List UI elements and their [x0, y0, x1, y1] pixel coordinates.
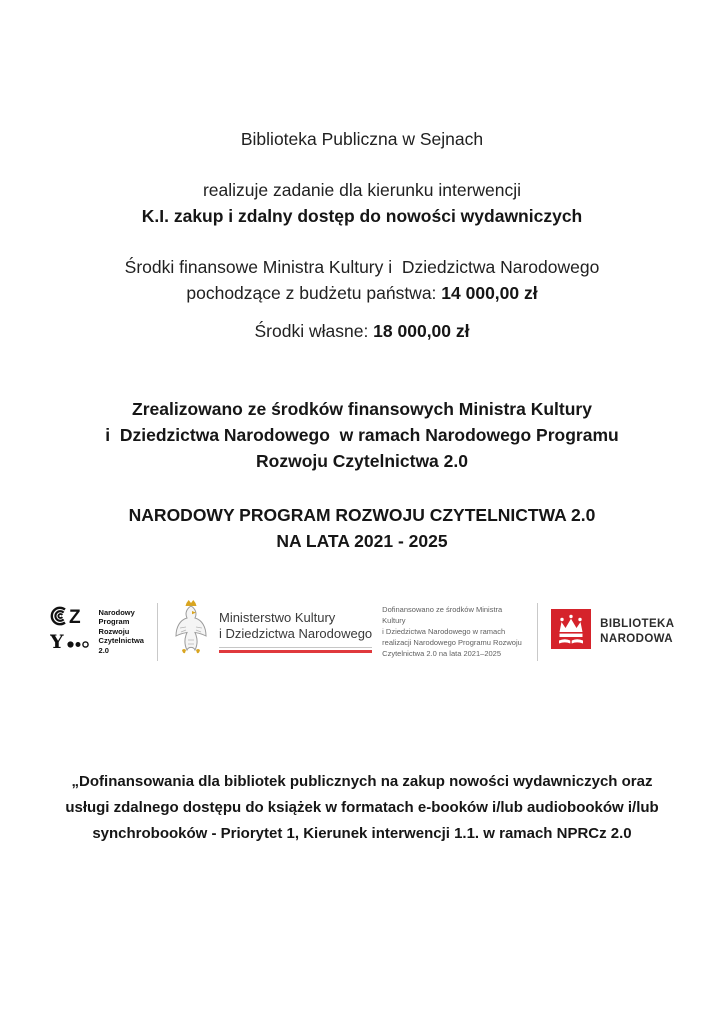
- svg-text:Y: Y: [49, 631, 64, 653]
- intro-line: realizuje zadanie dla kierunku interwencji: [202, 180, 522, 200]
- program-title-line1: NARODOWY PROGRAM ROZWOJU CZYTELNICTWA 2.0: [128, 505, 596, 525]
- footer-line: „Dofinansowania dla bibliotek publicznych na zakup nowości wydawniczych oraz: [71, 773, 653, 790]
- svg-text:Z: Z: [68, 607, 81, 628]
- own-funds-prefix: Środki własne:: [254, 321, 374, 341]
- budget-amount: 14 000,00 zł: [441, 283, 538, 303]
- footer-line: usługi zdalnego dostępu do książek w formatach e-booków i/lub audiobooków i/lub: [65, 799, 659, 816]
- nprcz-logo-icon: [50, 605, 92, 658]
- statement-line: Zrealizowano ze środków finansowych Ministra Kultury: [132, 399, 592, 419]
- bn-logo-text: BIBLIOTEKA NARODOWA: [600, 618, 675, 645]
- budget-line: [0, 280, 724, 306]
- statement-line: Rozwoju Czytelnictwa 2.0: [256, 451, 468, 471]
- polish-eagle-icon: [171, 598, 211, 665]
- logo-divider: [157, 603, 158, 661]
- footer-line: synchrobooków - Priorytet 1, Kierunek interwencji 1.1. w ramach NPRCz 2.0: [92, 825, 632, 842]
- ministry-logo-text: Ministerstwo Kultury i Dziedzictwa Narodowego: [219, 610, 372, 654]
- logo-divider: [537, 603, 538, 661]
- organization-name: Biblioteka Publiczna w Sejnach: [240, 129, 484, 149]
- intro-block: [0, 177, 724, 229]
- nprcz-logo-text: Narodowy Program Rozwoju Czytelnictwa 2.0: [98, 607, 144, 655]
- nprcz-logo: [50, 605, 144, 658]
- footer-paragraph: [0, 769, 724, 847]
- ministry-funds-line: Środki finansowe Ministra Kultury i Dziedzictwa Narodowego: [124, 257, 600, 277]
- ministry-funds-block: [0, 254, 724, 306]
- grant-fine-print: Dofinansowano ze środków Ministra Kultury i Dziedzictwa Narodowego w ramach realizacji Narodowego Programu Rozwoju Czytelnictwa 2.0 na lata 2021–2025: [382, 605, 522, 658]
- own-funds-line: [0, 318, 724, 344]
- program-title-block: [0, 502, 724, 554]
- statement-line: i Dziedzictwa Narodowego w ramach Narodowego Programu: [105, 425, 619, 445]
- ministry-logo: [171, 598, 372, 665]
- intervention-direction-line: K.I. zakup i zdalny dostęp do nowości wydawniczych: [141, 206, 583, 226]
- program-title-line2: NA LATA 2021 - 2025: [276, 531, 448, 551]
- bn-crown-book-icon: [551, 609, 591, 654]
- logo-strip: [0, 598, 724, 665]
- flag-underline: [219, 647, 372, 654]
- biblioteka-narodowa-logo: [551, 609, 674, 654]
- own-funds-amount: 18 000,00 zł: [373, 321, 470, 341]
- budget-prefix: pochodzące z budżetu państwa:: [186, 283, 442, 303]
- realization-statement: [0, 396, 724, 474]
